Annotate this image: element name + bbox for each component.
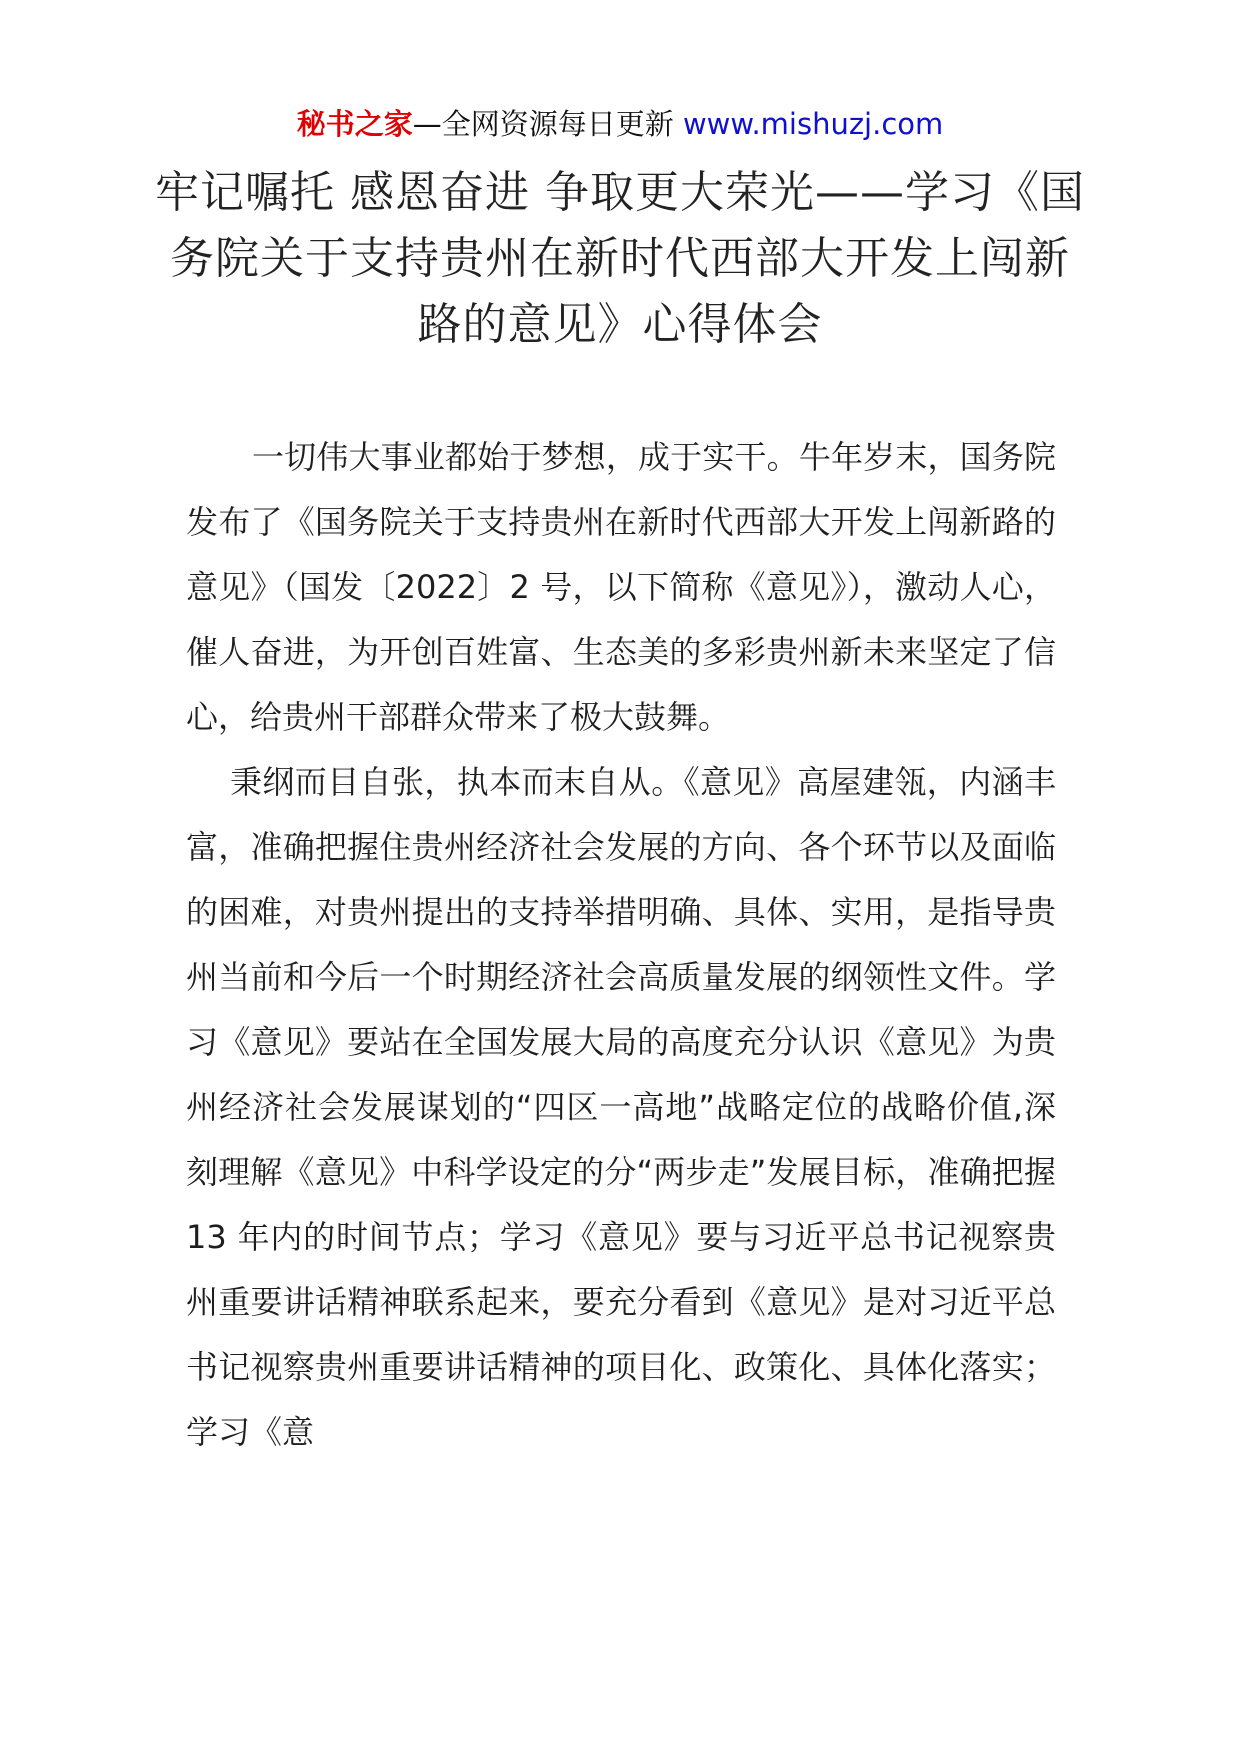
site-url-link[interactable]: www.mishuzj.com bbox=[682, 107, 944, 141]
document-body bbox=[186, 425, 1056, 1465]
brand-name: 秘书之家 bbox=[296, 107, 413, 141]
document-title: 牢记嘱托 感恩奋进 争取更大荣光——学习《国务院关于支持贵州在新时代西部大开发上闯新路的意见》心得体会 bbox=[155, 167, 1085, 350]
site-header bbox=[0, 104, 1240, 144]
header-tagline: —全网资源每日更新 bbox=[412, 107, 674, 141]
paragraph-1: 一切伟大事业都始于梦想，成于实干。牛年岁末，国务院发布了《国务院关于支持贵州在新时代西部大开发上闯新路的意见》（国发〔2022〕2 号，以下简称《意见》），激动人心，催人奋进，为开创百姓富、生态美的多彩贵州新未来坚定了信心，给贵州干部群众带来了极大鼓舞。 bbox=[186, 438, 1056, 736]
paragraph-2: 秉纲而目自张，执本而末自从。《意见》高屋建瓴，内涵丰富，准确把握住贵州经济社会发展的方向、各个环节以及面临的困难，对贵州提出的支持举措明确、具体、实用，是指导贵州当前和今后一个时期经济社会高质量发展的纲领性文件。学习《意见》要站在全国发展大局的高度充分认识《意见》为贵州经济社会发展谋划的“四区一高地”战略定位的战略价值,深刻理解《意见》中科学设定的分“两步走”发展目标，准确把握 13 年内的时间节点；学习《意见》要与习近平总书记视察贵州重要讲话精神联系起来，要充分看到《意见》是对习近平总书记视察贵州重要讲话精神的项目化、政策化、具体化落实；学习《意 bbox=[186, 763, 1056, 1451]
